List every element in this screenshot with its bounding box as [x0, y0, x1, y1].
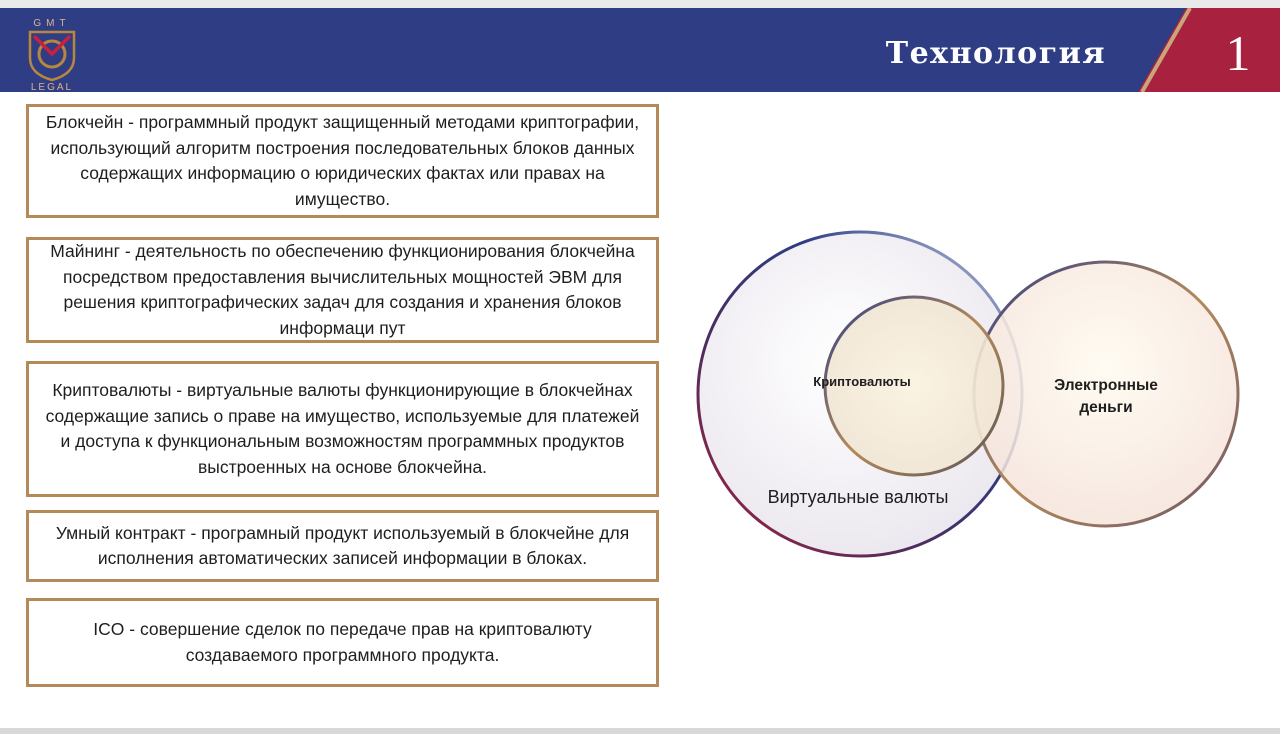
venn-diagram: [690, 222, 1250, 572]
definition-text: Блокчейн - программный продукт защищенный методами криптографии, использующий алгоритм построения последовательных блоков данных содержащих информацию о юридических фактах или правах на имущество.: [45, 112, 640, 209]
definition-text: ICO - совершение сделок по передаче прав на криптовалюту создаваемого программного продукта.: [93, 619, 592, 665]
cryptocurrencies-label: Криптовалюты: [813, 374, 911, 389]
electronic-money-circle: [974, 262, 1238, 526]
definition-mining: [26, 237, 659, 343]
electronic-money-label-line1: Электронные: [1054, 377, 1158, 394]
page-title: Технология: [885, 36, 1106, 71]
definition-ico: [26, 598, 659, 687]
definition-blockchain: [26, 104, 659, 218]
slide-bottom-border: [0, 728, 1280, 734]
definition-cryptocurrency: [26, 361, 659, 497]
virtual-currencies-label: Виртуальные валюты: [767, 487, 949, 507]
definition-smart-contract: [26, 510, 659, 582]
header-bar: [0, 8, 1280, 92]
gmt-legal-logo: [24, 14, 80, 92]
electronic-money-label-line2: деньги: [1079, 399, 1133, 416]
page-number: 1: [1225, 25, 1251, 81]
svg-text:LEGAL: LEGAL: [30, 82, 74, 92]
svg-text:GMT: GMT: [33, 18, 71, 29]
definition-text: Криптовалюты - виртуальные валюты функционирующие в блокчейнах содержащие запись о праве на имущество, используемые для платежей и доступа к функциональным возможностям программных продуктов выстроенных на основе блокчейна.: [45, 380, 640, 477]
definition-text: Умный контракт - програмный продукт используемый в блокчейне для исполнения автоматических записей информации в блоках.: [55, 522, 630, 568]
definition-text: Майнинг - деятельность по обеспечению функционирования блокчейна посредством предоставления вычислительных мощностей ЭВМ для решения криптографических задач для создания и хранения блоков информаци пут: [50, 241, 635, 338]
slide-top-border: [0, 0, 1280, 8]
